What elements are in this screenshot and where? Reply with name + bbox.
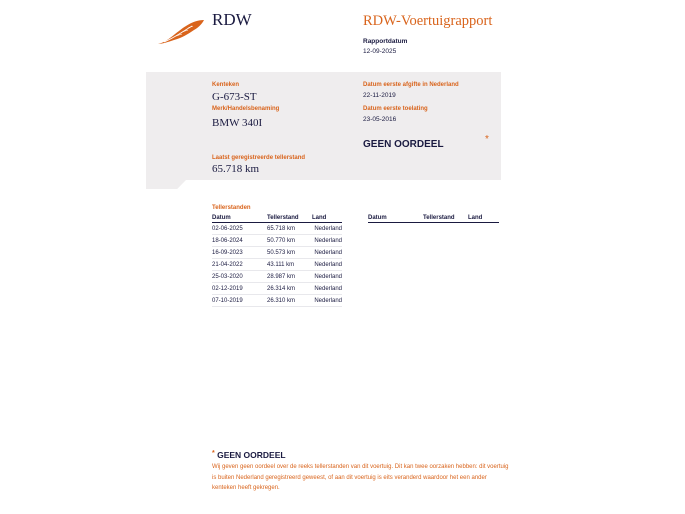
cell-country: Nederland (312, 271, 342, 283)
footnote-title-text: GEEN OORDEEL (217, 450, 286, 460)
first-admission-label: Datum eerste toelating (363, 106, 428, 112)
odometer-section-title: Tellerstanden (212, 205, 251, 211)
cell-reading: 65.718 km (267, 223, 312, 235)
cell-reading: 50.770 km (267, 235, 312, 247)
col-header-date: Datum (212, 214, 267, 223)
cell-country: Nederland (312, 295, 342, 307)
table-header-row (368, 214, 499, 223)
last-odometer-label: Laatst geregistreerde tellerstand (212, 155, 306, 161)
merk-label: Merk/Handelsbenaming (212, 106, 280, 112)
first-admission-value: 23-05-2016 (363, 116, 397, 123)
report-title: RDW-Voertuigrapport (363, 13, 493, 29)
cell-reading: 50.573 km (267, 247, 312, 259)
odometer-table-left (212, 214, 342, 307)
cell-reading: 26.310 km (267, 295, 312, 307)
rdw-logo-icon (156, 18, 206, 46)
cell-reading: 28.987 km (267, 271, 312, 283)
footnote-title (212, 450, 286, 460)
merk-value: BMW 340I (212, 117, 263, 129)
first-nl-label: Datum eerste afgifte in Nederland (363, 82, 459, 88)
brand-name: RDW (212, 10, 252, 29)
table-row (212, 235, 342, 247)
last-odometer-value: 65.718 km (212, 163, 260, 175)
cell-date: 25-03-2020 (212, 271, 267, 283)
table-row (212, 223, 342, 235)
cell-reading: 43.111 km (267, 259, 312, 271)
table-header-row (212, 214, 342, 223)
verdict: GEEN OORDEEL (363, 139, 444, 150)
col-header-date: Datum (368, 214, 423, 223)
table-row (212, 283, 342, 295)
kenteken-label: Kenteken (212, 82, 240, 88)
cell-country: Nederland (312, 283, 342, 295)
report-date: 12-09-2025 (363, 48, 397, 55)
cell-date: 07-10-2019 (212, 295, 267, 307)
cell-date: 02-06-2025 (212, 223, 267, 235)
col-header-country: Land (468, 214, 499, 223)
vehicle-panel-tab (146, 180, 186, 189)
report-date-label: Rapportdatum (363, 38, 408, 45)
col-header-reading: Tellerstand (267, 214, 312, 223)
cell-country: Nederland (312, 259, 342, 271)
table-row (212, 295, 342, 307)
verdict-marker: * (485, 134, 489, 145)
cell-country: Nederland (312, 235, 342, 247)
table-row (212, 271, 342, 283)
footnote-marker: * (212, 450, 215, 457)
table-row (212, 259, 342, 271)
kenteken-value: G-673-ST (212, 91, 257, 103)
footnote-text: Wij geven geen oordeel over de reeks tellerstanden van dit voertuig. Dit kan twee oorzaken hebben: dit voertuig is buiten Nederland geregistreerd geweest, of aan dit voertuig is eits veranderd waardoor het een ander kenteken heeft gekregen. (212, 464, 509, 491)
cell-date: 02-12-2019 (212, 283, 267, 295)
cell-date: 21-04-2022 (212, 259, 267, 271)
cell-date: 18-06-2024 (212, 235, 267, 247)
col-header-reading: Tellerstand (423, 214, 468, 223)
col-header-country: Land (312, 214, 342, 223)
cell-date: 16-09-2023 (212, 247, 267, 259)
cell-reading: 26.314 km (267, 283, 312, 295)
table-row (212, 247, 342, 259)
cell-country: Nederland (312, 223, 342, 235)
odometer-table-right (368, 214, 499, 223)
vehicle-panel (146, 72, 501, 180)
first-nl-value: 22-11-2019 (363, 92, 396, 99)
cell-country: Nederland (312, 247, 342, 259)
